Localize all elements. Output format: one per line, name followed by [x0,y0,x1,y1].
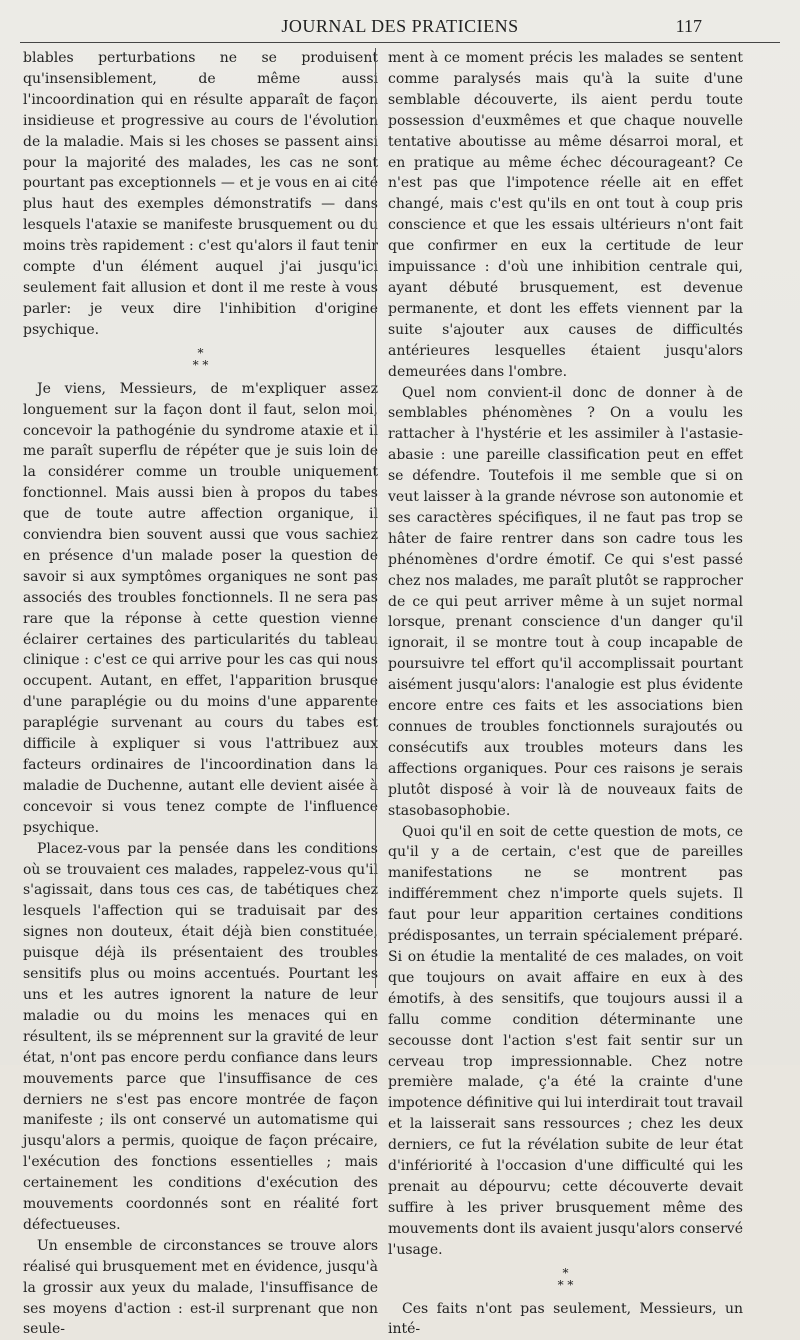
paragraph: Quel nom convient-il donc de donner à de semblables phénomènes ? On a voulu les rattacher à l'hystérie et les assimiler à l'astasie-abasie : une pareille classification peut en effet se défendre. Toutefois il me semble que si on veut laisser à la grande névrose son autonomie et ses caractères spécifiques, il ne faut pas trop se hâter de faire rentrer dans son cadre tous les phénomènes d'ordre émotif. Ce qui s'est passé chez nos malades, me paraît plutôt se rapprocher de ce qui peut arriver même à un sujet normal lorsque, prenant conscience d'un danger qu'il ignorait, il se montre tout à coup incapable de poursuivre tel effort qu'il accomplissait pourtant aisément jusqu'alors: l'analogie est plus évidente encore entre ces faits et les associations bien connues de troubles fonctionnels surajoutés ou consécutifs aux troubles moteurs dans les affections organiques. Pour ces raisons je serais plutôt disposé à voir là de nouveaux faits de stasobasophobie. [388,384,743,819]
paragraph: ment à ce moment précis les malades se sentent comme paralysés mais qu'à la suite d'une semblable découverte, ils aient perdu toute possession d'euxmêmes et que chaque nouvelle tentative aboutisse au même désarroi moral, et en pratique au même échec décourageant? Ce n'est pas que l'impotence réelle ait en effet changé, mais c'est qu'ils en ont tout à coup pris conscience et que les essais ultérieurs n'ont fait que confirmer en eux la certitude de leur impuissance : d'où une inhibition centrale qui, ayant débuté brusquement, est devenue permanente, et dont les effets viennent par la suite s'ajouter aux causes de difficultés antérieures lesquelles étaient jusqu'alors demeurées dans l'ombre. [388,50,743,380]
running-header [20,12,780,43]
paragraph: Je viens, Messieurs, de m'expliquer assez longuement sur la façon dont il faut, selon moi, concevoir la pathogénie du syndrome ataxie et il me paraît superflu de répéter que je suis loin de la considérer comme un trouble uniquement fonctionnel. Mais aussi bien à propos du tabes que de toute autre affection organique, il conviendra bien souvent aussi que vous sachiez en présence d'un malade poser la question de savoir si aux symptômes organiques ne sont pas associés des troubles fonctionnels. Il ne sera pas rare que la réponse à cette question vienne éclairer certaines des particularités du tableau clinique : c'est ce qui arrive pour les cas qui nous occupent. Autant, en effet, l'apparition brusque d'une paraplégie ou du moins d'une apparente paraplégie survenant au cours du tabes est difficile à expliquer si vous l'attribuez aux facteurs ordinaires de l'incoordination dans la maladie de Duchenne, autant elle devient aisée à concevoir si vous tenez compte de l'influence psychique. [23,380,378,836]
right-column [388,48,743,1338]
paragraph: Un ensemble de circonstances se trouve alors réalisé qui brusquement met en évidence, jusqu'à la grossir aux yeux du malade, l'insuffisance de ses moyens d'action : est-il surprenant que non seule- [23,1237,378,1338]
paragraph: blables perturbations ne se produisent qu'insensiblement, de même aussi l'incoordination qui en résulte apparaît de façon insidieuse et progressive au cours de l'évolution de la maladie. Mais si les choses se passent ainsi pour la majorité des malades, les cas ne sont pourtant pas exceptionnels — et je vous en ai cité plus haut des exemples démonstratifs — dans lesquels l'ataxie se manifeste brusquement ou du moins très rapidement : c'est qu'alors il faut tenir compte d'un élément auquel j'ai jusqu'ici seulement fait allusion et dont il me reste à vous parler: je veux dire l'inhibition d'origine psychique. [23,50,378,338]
paragraph: Quoi qu'il en soit de cette question de mots, ce qu'il y a de certain, c'est que de pareilles manifestations ne se montrent pas indifféremment chez n'importe quels sujets. Il faut pour leur apparition certaines conditions prédisposantes, un terrain spécialement préparé. Si on étudie la mentalité de ces malades, on voit que toujours on avait affaire en eux à des émotifs, à des sensitifs, que toujours aussi il a fallu comme condition déterminante une secousse dont l'action s'est fait sentir sur un cerveau trop impressionnable. Chez notre première malade, ç'a été la crainte d'une impotence définitive qui lui interdirait tout travail et la laisserait sans ressources ; chez les deux derniers, ce fut la révélation subite de leur état d'infériorité à l'occasion d'une difficulté qui les prenait au dépourvu; cette découverte devait suffire à les priver brusquement même des mouvements dont ils avaient jusqu'alors conservé l'usage. [388,823,743,1258]
paragraph: Placez-vous par la pensée dans les conditions où se trouvaient ces malades, rappelez-vous qu'il s'agissait, dans tous ces cas, de tabétiques chez lesquels l'affection qui se traduisait par des signes non douteux, était déjà bien constituée, puisque déjà ils présentaient des troubles sensitifs plus ou moins accentués. Pourtant les uns et les autres ignorent la nature de leur maladie ou du moins les menaces qui en résultent, ils se méprennent sur la gravité de leur état, n'ont pas encore perdu confiance dans leurs mouvements parce que l'insuffisance de ces derniers ne s'est pas encore montrée de façon manifeste ; ils ont conservé un automatisme qui jusqu'alors a permis, quoique de façon précaire, l'exécution des fonctions essentielles ; mais certainement les conditions d'exécution des mouvements coordonnés sont en réalité fort défectueuses. [23,840,378,1233]
asterism-top: * [197,345,204,360]
column-divider [375,48,376,988]
left-column [23,48,378,1338]
asterism-bottom: * * [557,1277,574,1292]
asterism-bottom: * * [192,357,209,372]
journal-title: JOURNAL DES PRATICIENS [281,16,519,36]
paragraph: Ces faits n'ont pas seulement, Messieurs, un inté- [388,1300,743,1338]
asterism-top: * [562,1265,569,1280]
page-number: 117 [675,16,702,36]
section-separator [388,1267,743,1291]
section-separator [23,347,378,371]
